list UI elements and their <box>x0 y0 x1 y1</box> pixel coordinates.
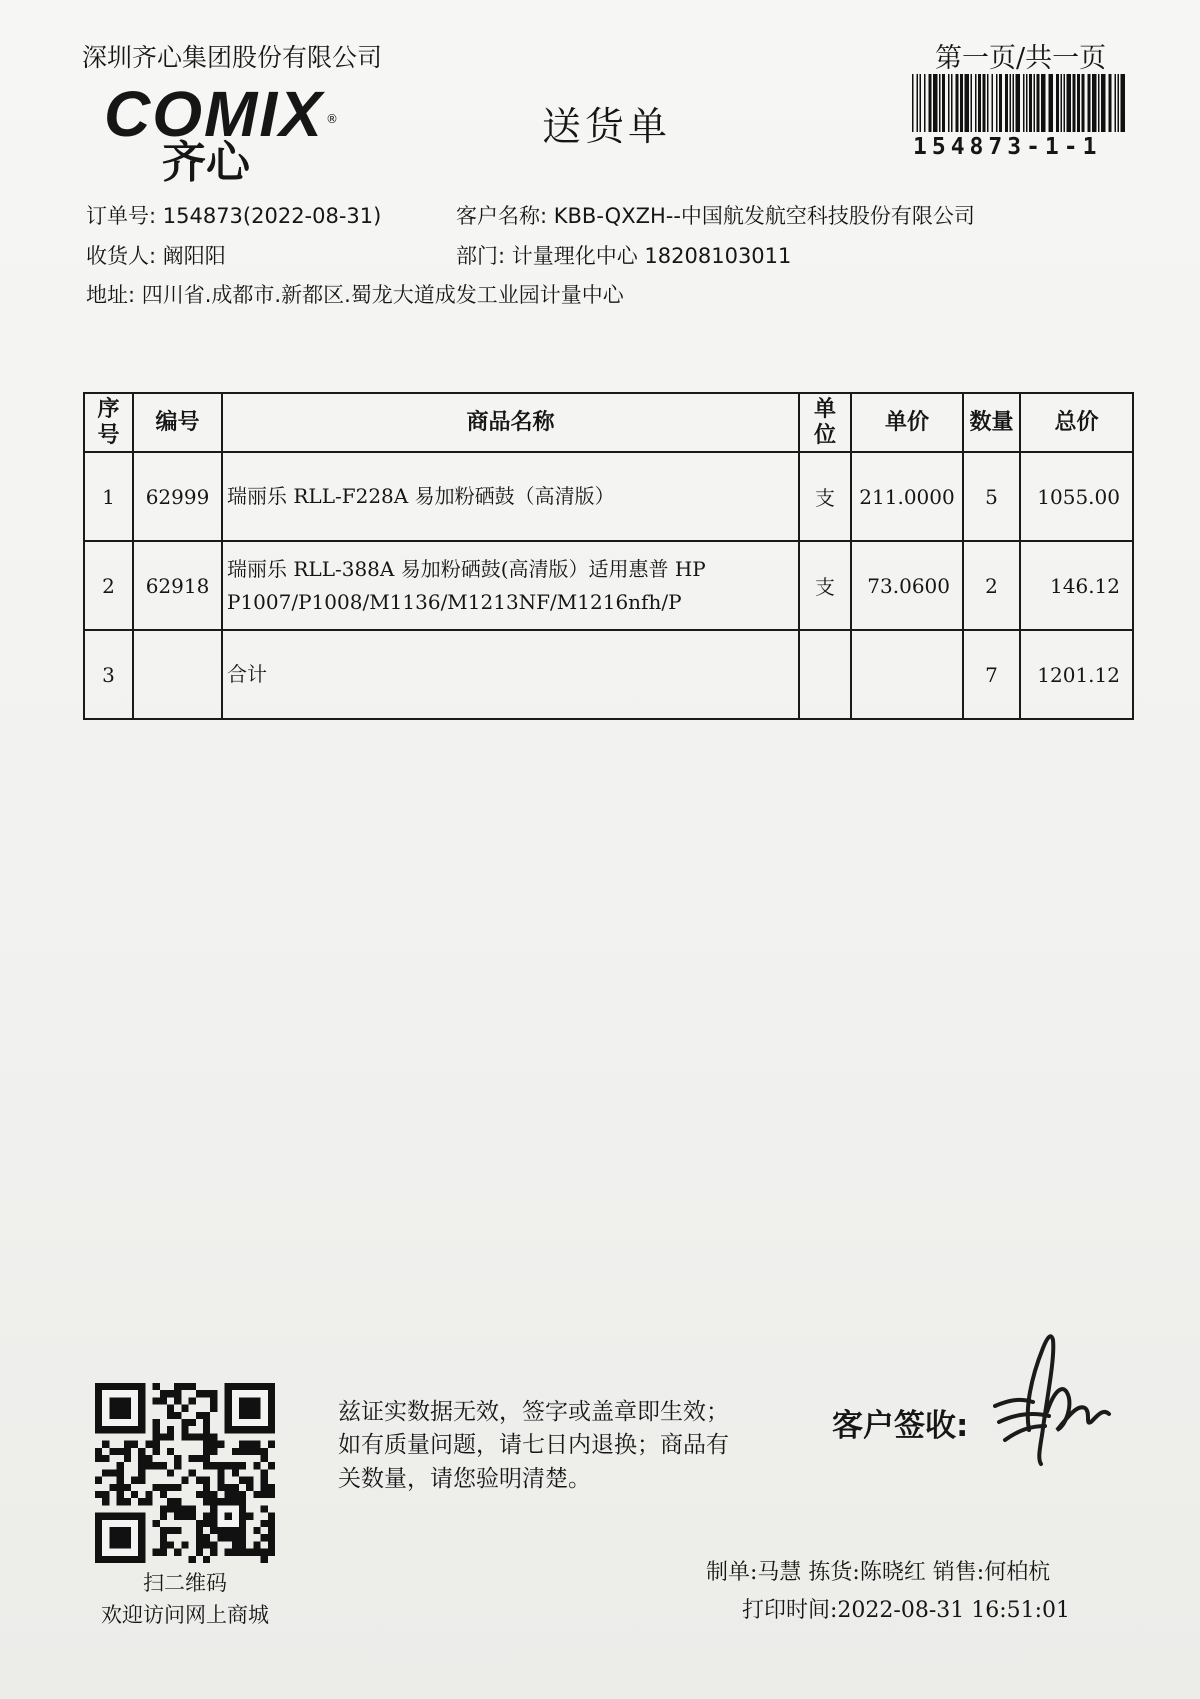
cell-code: 62918 <box>133 541 222 630</box>
cell-price: 211.0000 <box>851 452 963 541</box>
cell-name: 合计 <box>222 630 799 719</box>
table-row-total <box>84 630 1133 719</box>
col-price-header: 单价 <box>851 393 963 452</box>
department: 部门: 计量理化中心 18208103011 <box>456 244 792 268</box>
items-table <box>83 392 1134 720</box>
qr-caption <box>80 1568 290 1631</box>
customer-sign-label: 客户签收: <box>832 1408 969 1444</box>
qr-caption-line1: 扫二维码 <box>143 1571 227 1595</box>
notice-text: 兹证实数据无效，签字或盖章即生效；如有质量问题，请七日内退换；商品有关数量，请您验明清楚。 <box>338 1399 729 1492</box>
customer-signature <box>985 1318 1115 1478</box>
cell-unit <box>799 630 851 719</box>
print-time: 打印时间:2022-08-31 16:51:01 <box>742 1598 1071 1623</box>
document-title: 送货单 <box>542 105 672 150</box>
company-name: 深圳齐心集团股份有限公司 <box>82 43 383 72</box>
page-indicator: 第一页/共一页 <box>935 43 1107 74</box>
cell-total: 1201.12 <box>1020 630 1133 719</box>
staff-info: 制单:马慧 拣货:陈晓红 销售:何柏杭 <box>706 1560 1051 1585</box>
cell-qty: 2 <box>963 541 1020 630</box>
col-unit-header: 单 位 <box>799 393 851 452</box>
table-header-row <box>84 393 1133 452</box>
cell-unit: 支 <box>799 452 851 541</box>
comix-logo-cn: 齐心 <box>162 137 250 188</box>
cell-name: 瑞丽乐 RLL-F228A 易加粉硒鼓（高清版） <box>222 452 799 541</box>
order-number: 订单号: 154873(2022-08-31) <box>86 204 382 228</box>
address: 地址: 四川省.成都市.新都区.蜀龙大道成发工业园计量中心 <box>86 283 624 307</box>
cell-total: 146.12 <box>1020 541 1133 630</box>
col-qty-header: 数量 <box>963 393 1020 452</box>
cell-price <box>851 630 963 719</box>
qr-code <box>95 1383 275 1563</box>
col-code-header: 编号 <box>133 393 222 452</box>
cell-code <box>133 630 222 719</box>
table-row <box>84 452 1133 541</box>
customer-name: 客户名称: KBB-QXZH--中国航发航空科技股份有限公司 <box>456 204 975 228</box>
cell-seq: 2 <box>84 541 133 630</box>
cell-qty: 5 <box>963 452 1020 541</box>
col-total-header: 总价 <box>1020 393 1133 452</box>
cell-total: 1055.00 <box>1020 452 1133 541</box>
col-seq-header: 序 号 <box>84 393 133 452</box>
receiver: 收货人: 阚阳阳 <box>86 244 226 268</box>
qr-caption-line2: 欢迎访问网上商城 <box>101 1602 269 1627</box>
cell-unit: 支 <box>799 541 851 630</box>
table-row <box>84 541 1133 630</box>
cell-name: 瑞丽乐 RLL-388A 易加粉硒鼓(高清版）适用惠普 HP P1007/P1008/M1136/M1213NF/M1216nfh/P <box>222 541 799 630</box>
barcode-number: 154873-1-1 <box>913 134 1102 160</box>
comix-logo: COMIX <box>104 78 324 150</box>
col-name-header: 商品名称 <box>222 393 799 452</box>
cell-seq: 3 <box>84 630 133 719</box>
registered-mark: ® <box>326 112 338 126</box>
cell-qty: 7 <box>963 630 1020 719</box>
cell-price: 73.0600 <box>851 541 963 630</box>
barcode <box>912 74 1128 132</box>
cell-code: 62999 <box>133 452 222 541</box>
cell-seq: 1 <box>84 452 133 541</box>
